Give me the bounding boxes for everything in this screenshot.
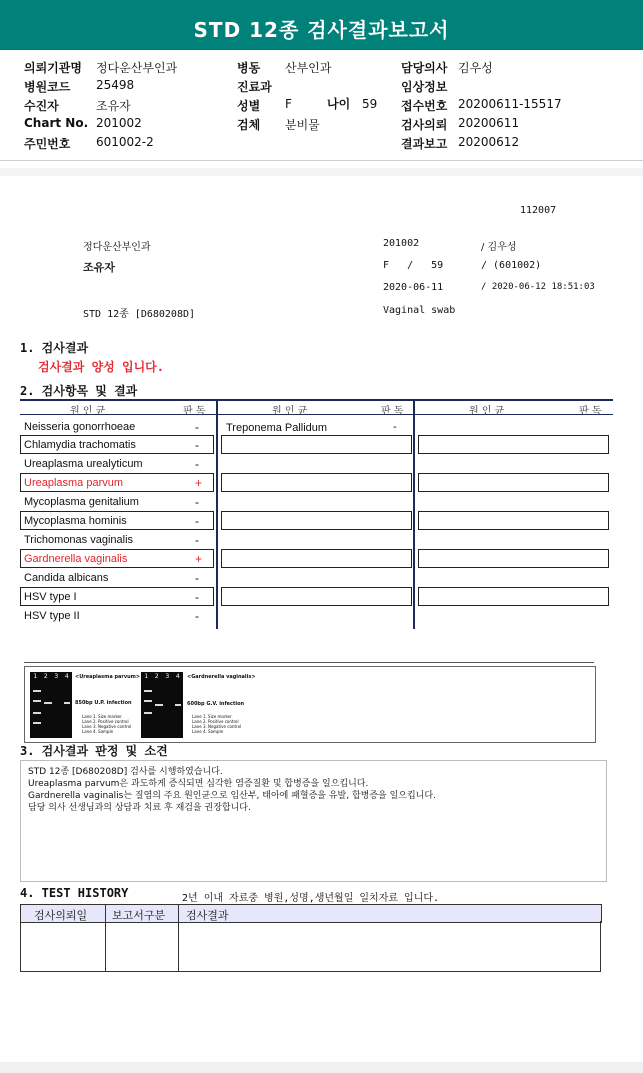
- header-value: 산부인과: [285, 61, 332, 75]
- header-label: 병동: [237, 61, 261, 75]
- gel-rule-top: [24, 662, 594, 663]
- header-label: 담당의사: [401, 61, 448, 75]
- report-date-received: 2020-06-11: [383, 282, 444, 293]
- header-label: 주민번호: [24, 137, 71, 151]
- gel-band: [33, 690, 41, 692]
- empty-result-box: [418, 473, 609, 492]
- header-label: 의뢰기관명: [24, 61, 82, 75]
- report-test: STD 12종 [D680208D]: [83, 309, 196, 320]
- header-label: 결과보고: [401, 137, 448, 151]
- report-sex-age: F / 59: [383, 260, 444, 271]
- history-col-divider: [20, 921, 21, 972]
- gel-band: [44, 702, 52, 704]
- gel-band: [33, 700, 41, 702]
- header-label: 임상정보: [401, 80, 448, 94]
- section1-title: 1. 검사결과: [20, 341, 89, 355]
- legend-line: Lane 2. Positive control: [82, 719, 129, 724]
- item-name: Trichomonas vaginalis: [24, 534, 134, 546]
- section4-title: 4. TEST HISTORY: [20, 886, 129, 900]
- gel-band: [155, 704, 163, 706]
- legend-line: Lane 3. Negative control: [192, 724, 242, 729]
- history-col-type: 보고서구분: [112, 909, 166, 922]
- opinion-line: 담당 의사 선생님과의 상담과 치료 후 재검을 권장합니다.: [28, 803, 251, 813]
- header-value: F: [285, 97, 292, 111]
- history-bottom-rule: [20, 971, 601, 972]
- report-patient: 조유자: [83, 261, 115, 274]
- header-strip: [0, 168, 643, 176]
- lane-number: 4: [64, 673, 69, 680]
- table-divider-2: [413, 399, 415, 629]
- gel-band: [64, 702, 70, 704]
- header-label: 진료과: [237, 80, 272, 94]
- report-date-reported: / 2020-06-12 18:51:03: [481, 282, 595, 292]
- report-id: / (601002): [481, 260, 542, 271]
- section2-title: 2. 검사항목 및 결과: [20, 384, 138, 398]
- page-title: STD 12종 검사결과보고서: [193, 18, 450, 42]
- item-name: Candida albicans: [24, 572, 109, 584]
- header-divider: [0, 160, 643, 161]
- history-col-divider: [105, 904, 106, 972]
- header-label: 수진자: [24, 99, 59, 113]
- item-name: Neisseria gonorrhoeae: [24, 421, 136, 433]
- lane-number: 1: [144, 673, 149, 680]
- header-value: 20200611-15517: [458, 97, 562, 111]
- item-result: -: [195, 571, 199, 585]
- header-label: 병원코드: [24, 80, 71, 94]
- gel-band: [175, 704, 181, 706]
- gel-band: [144, 712, 152, 714]
- report-hospital: 정다운산부인과: [83, 242, 151, 253]
- empty-result-box: [221, 549, 412, 568]
- history-col-result: 검사결과: [186, 909, 229, 922]
- header-value: 분비물: [285, 118, 320, 132]
- gel-image-up: [30, 672, 72, 738]
- gel-band-label-gv: 600bp G.V. infection: [187, 701, 245, 707]
- header-label: 검사의뢰: [401, 118, 448, 132]
- header-value: 20200611: [458, 116, 520, 130]
- treponema-result: -: [393, 421, 397, 433]
- empty-result-box: [418, 435, 609, 454]
- item-result: -: [195, 609, 199, 623]
- result-summary: 검사결과 양성 입니다.: [38, 360, 165, 374]
- item-name: HSV type I: [24, 591, 77, 603]
- report-doctor: / 김우성: [481, 242, 517, 253]
- history-col-date: 검사의뢰일: [34, 909, 88, 922]
- age-value: 59: [362, 97, 378, 111]
- col-org-2: 원 인 균: [272, 406, 308, 417]
- empty-result-box: [221, 435, 412, 454]
- lane-number: 3: [165, 673, 170, 680]
- age-field: [327, 95, 377, 112]
- legend-line: Lane 2. Positive control: [192, 719, 239, 724]
- item-name: Gardnerella vaginalis: [24, 553, 128, 565]
- header-label: Chart No.: [24, 116, 89, 130]
- item-result: -: [195, 438, 199, 452]
- history-col-divider: [178, 904, 179, 972]
- lane-number: 3: [54, 673, 59, 680]
- legend-line: Lane 4. Sample: [192, 729, 224, 734]
- col-org-3: 원 인 균: [469, 406, 505, 417]
- opinion-line: Ureaplasma parvum은 과도하게 증식되면 심각한 염증질환 및 합병증을 일으킵니다.: [28, 779, 369, 789]
- header-value: 20200612: [458, 135, 520, 149]
- header-value: 25498: [96, 78, 135, 92]
- history-note: 2년 이내 자료중 병원,성명,생년월일 일치자료 입니다.: [182, 893, 440, 904]
- header-value: 601002-2: [96, 135, 154, 149]
- empty-result-box: [418, 549, 609, 568]
- header-value: 조유자: [96, 99, 131, 113]
- treponema-name: Treponema Pallidum: [226, 422, 328, 434]
- item-result: -: [195, 420, 199, 434]
- item-name: Ureaplasma urealyticum: [24, 458, 143, 470]
- history-col-divider: [600, 921, 601, 972]
- header-label: 검체: [237, 118, 261, 132]
- history-header: [20, 904, 602, 923]
- gel-lanes-up: [30, 673, 72, 680]
- empty-result-box: [418, 511, 609, 530]
- col-judge-1: 판 독: [183, 406, 206, 417]
- item-result: -: [195, 533, 199, 547]
- age-label: 나이: [327, 97, 351, 111]
- opinion-text: [28, 766, 436, 814]
- item-name: Chlamydia trachomatis: [24, 439, 136, 451]
- opinion-line: Gardnerella vaginalis는 질염의 주요 원인균으로 임산부, 태아에 패혈증을 유발, 합병증을 일으킵니다.: [28, 791, 436, 801]
- empty-result-box: [418, 587, 609, 606]
- gel-legend-gv: [192, 714, 241, 734]
- legend-line: Lane 4. Sample: [82, 729, 114, 734]
- gel-title-gv: <Gardnerella vaginalis>: [187, 674, 256, 680]
- report-number: 112007: [520, 205, 557, 216]
- lane-number: 4: [175, 673, 180, 680]
- item-result: -: [195, 457, 199, 471]
- gel-lanes-gv: [141, 673, 183, 680]
- empty-result-box: [221, 587, 412, 606]
- legend-line: Lane 1. Size marker: [82, 714, 122, 719]
- col-judge-2: 판 독: [381, 406, 404, 417]
- gel-legend-up: [82, 714, 131, 734]
- legend-line: Lane 1. Size marker: [192, 714, 232, 719]
- empty-result-box: [221, 473, 412, 492]
- header-label: 접수번호: [401, 99, 448, 113]
- table-top-rule: [20, 399, 613, 401]
- col-org-1: 원 인 균: [70, 406, 106, 417]
- lane-number: 1: [33, 673, 38, 680]
- header-label: 성별: [237, 99, 261, 113]
- item-result: -: [195, 590, 199, 604]
- table-divider-1: [216, 399, 218, 629]
- gel-band-label-up: 850bp U.P. infection: [75, 700, 132, 706]
- opinion-line: STD 12종 [D680208D] 검사를 시행하였습니다.: [28, 767, 223, 777]
- item-name: Ureaplasma parvum: [24, 477, 124, 489]
- report-specimen: Vaginal swab: [383, 305, 456, 316]
- item-result: +: [195, 476, 203, 490]
- lane-number: 2: [43, 673, 48, 680]
- empty-result-box: [221, 511, 412, 530]
- header-value: 201002: [96, 116, 142, 130]
- footer-strip: [0, 1062, 643, 1073]
- item-result: -: [195, 514, 199, 528]
- gel-band: [144, 690, 152, 692]
- item-name: Mycoplasma genitalium: [24, 496, 139, 508]
- report-chart: 201002: [383, 238, 420, 249]
- table-head-rule: [20, 414, 613, 415]
- item-name: Mycoplasma hominis: [24, 515, 127, 527]
- gel-band: [144, 700, 152, 702]
- gel-band: [33, 712, 41, 714]
- item-name: HSV type II: [24, 610, 80, 622]
- header-value: 김우성: [458, 61, 493, 75]
- item-result: +: [195, 552, 203, 566]
- section3-title: 3. 검사결과 판정 및 소견: [20, 744, 168, 758]
- item-result: -: [195, 495, 199, 509]
- legend-line: Lane 3. Negative control: [82, 724, 132, 729]
- lane-number: 2: [154, 673, 159, 680]
- header-value: 정다운산부인과: [96, 61, 178, 75]
- col-judge-3: 판 독: [579, 406, 602, 417]
- gel-title-up: <Ureaplasma parvum>: [75, 674, 141, 680]
- gel-band: [33, 722, 41, 724]
